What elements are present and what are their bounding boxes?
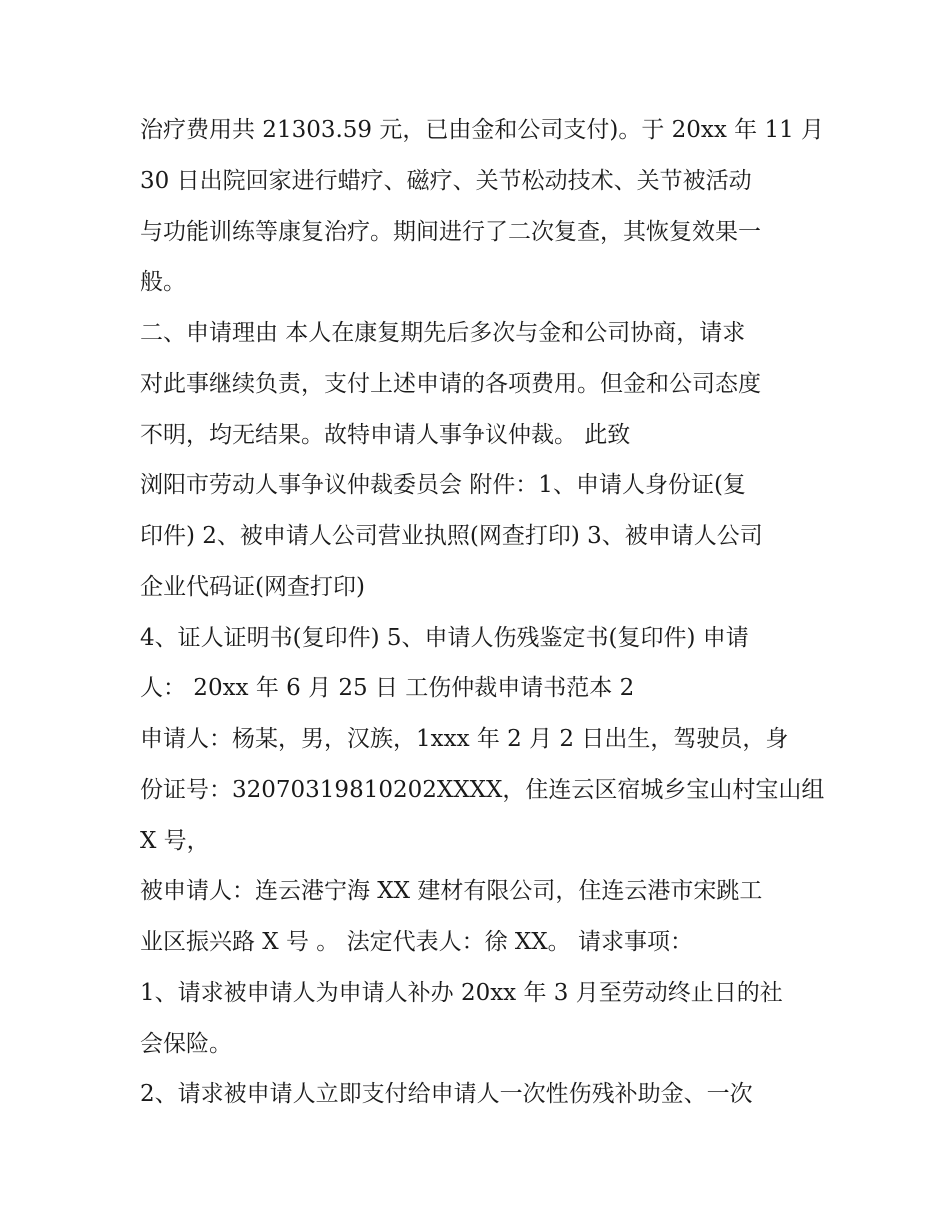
text-line: 与功能训练等康复治疗。期间进行了二次复查，其恢复效果一 <box>140 219 761 245</box>
text-line: 不明，均无结果。故特申请人事争议仲裁。 此致 <box>140 422 631 448</box>
text-line: 4、证人证明书(复印件) 5、申请人伤残鉴定书(复印件) 申请 <box>140 625 749 651</box>
text-line: 会保险。 <box>140 1031 232 1057</box>
text-line: 印件) 2、被申请人公司营业执照(网查打印) 3、被申请人公司 <box>140 523 763 549</box>
text-line: 二、申请理由 本人在康复期先后多次与金和公司协商，请求 <box>140 320 746 346</box>
text-line: 浏阳市劳动人事争议仲裁委员会 附件：1、申请人身份证(复 <box>140 472 746 498</box>
text-line: 2、请求被申请人立即支付给申请人一次性伤残补助金、一次 <box>140 1081 753 1107</box>
text-line: X 号， <box>140 828 210 854</box>
text-line: 30 日出院回家进行蜡疗、磁疗、关节松动技术、关节被活动 <box>140 168 752 194</box>
text-line: 人： 20xx 年 6 月 25 日 工伤仲裁申请书范本 2 <box>140 675 635 701</box>
text-line: 企业代码证(网查打印) <box>140 574 365 600</box>
text-line: 业区振兴路 X 号 。 法定代表人：徐 XX。 请求事项： <box>140 929 693 955</box>
text-line: 份证号：32070319810202XXXX，住连云区宿城乡宝山村宝山组 <box>140 777 825 803</box>
text-line: 被申请人：连云港宁海 XX 建材有限公司，住连云港市宋跳工 <box>140 878 763 904</box>
text-line: 治疗费用共 21303.59 元，已由金和公司支付)。于 20xx 年 11 月 <box>140 117 825 143</box>
text-line: 般。 <box>140 269 186 295</box>
text-line: 1、请求被申请人为申请人补办 20xx 年 3 月至劳动终止日的社 <box>140 980 783 1006</box>
text-line: 申请人：杨某，男，汉族，1xxx 年 2 月 2 日出生，驾驶员，身 <box>140 726 789 752</box>
text-line: 对此事继续负责，支付上述申请的各项费用。但金和公司态度 <box>140 371 761 397</box>
